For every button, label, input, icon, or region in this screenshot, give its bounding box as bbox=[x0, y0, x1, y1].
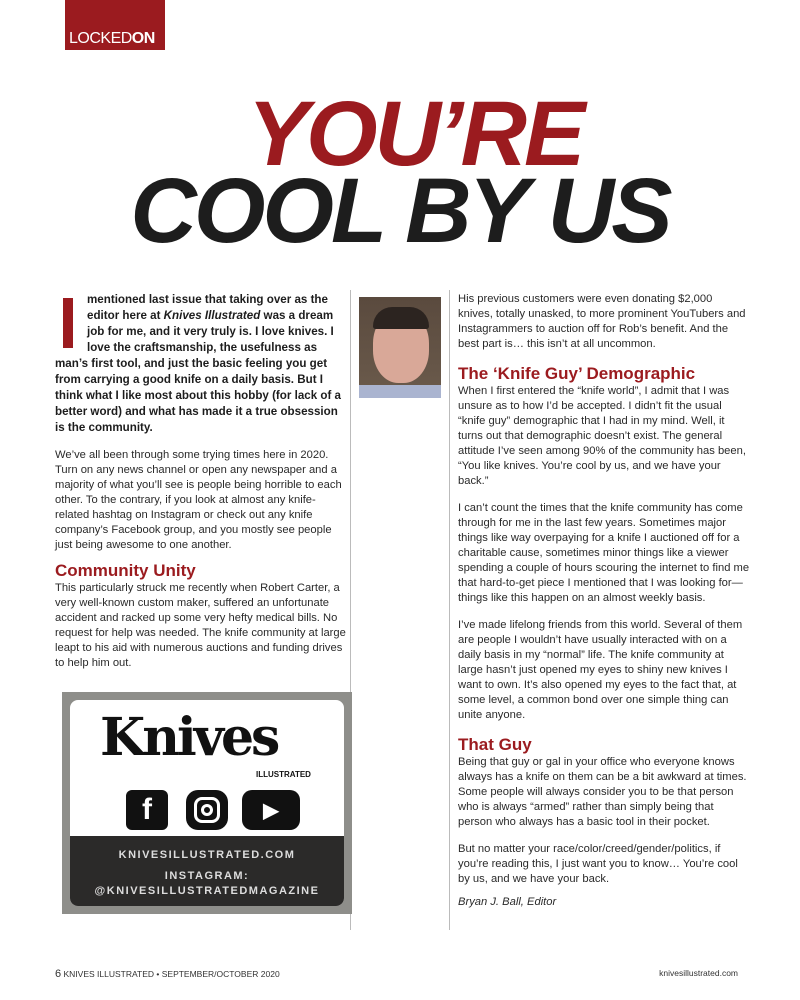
headline-line2: COOL BY US bbox=[130, 160, 670, 262]
paragraph: Being that guy or gal in your office who everyone knows always has a knife on them can be a bit awkward at times. Some people will always consider you to be that person who is always “armed” rather than simply being that person who always has a basic tool in their pocket. bbox=[458, 756, 747, 828]
paragraph: I can’t count the times that the knife community has come through for me in the last few years. Sometimes major things like way overpaying for a knife I auctioned off for a charitable cause, sometimes minor things like a viewer spending a couple of hours scouring the internet to find me that hard-to-get piece I mentioned that I was looking for—things like this happen on an almost weekly basis. bbox=[458, 502, 750, 604]
lead-text-2: was a dream job for me, and it very truly is. I love knives. I love the craftsmanship, the usefulness as man’s first tool, and just the basic feeling you get from carrying a good knife on a daily basis. But I think what I like most about this hobby (for lack of a better word) and what has made it a true obsession is the community. bbox=[55, 309, 342, 434]
drop-cap bbox=[63, 298, 73, 348]
ad-instagram-handle[interactable]: @KNIVESILLUSTRATEDMAGAZINE bbox=[94, 885, 320, 897]
section-label-light: LOCKED bbox=[69, 30, 132, 47]
subheading-community-unity: Community Unity bbox=[55, 561, 196, 580]
instagram-icon[interactable] bbox=[186, 790, 228, 830]
left-column bbox=[55, 292, 347, 683]
section-label-bold: ON bbox=[131, 30, 155, 47]
paragraph: When I first entered the “knife world”, I admit that I was unsure as to how I’d be accepted. I didn’t fit the usual “knife guy” demographic that I had in my mind. Well, it turns out that demographic doesn’t exist. The general attitude I’ve seen among 90% of the community has been, “You like knives. You’re cool by us, and we have your back.” bbox=[458, 385, 746, 487]
paragraph: I’ve made lifelong friends from this world. Several of them are people I wouldn’t have usually interacted with on a daily basis in my “normal” life. The knife community at large hasn’t just opened my eyes to shiny new knives I want to own. It’s also opened my eyes to the fact that, at some level, a common bond over one simple thing can unite anyone. bbox=[458, 619, 743, 721]
footer-left bbox=[55, 968, 280, 980]
signature: Bryan J. Ball, Editor bbox=[458, 896, 557, 908]
ad-footer bbox=[70, 836, 344, 906]
subheading-knife-guy-demographic: The ‘Knife Guy’ Demographic bbox=[458, 364, 696, 383]
page-number: 6 bbox=[55, 968, 62, 980]
knives-illustrated-logo: Knives bbox=[100, 707, 278, 768]
headline-line1: YOU’RE bbox=[247, 83, 583, 185]
lead-emphasis: Knives Illustrated bbox=[163, 309, 261, 322]
paragraph: But no matter your race/color/creed/gender/politics, if you’re reading this, I just want you to know… You’re cool by us, and we have your back. bbox=[458, 843, 738, 885]
paragraph: His previous customers were even donating $2,000 knives, totally unasked, to more prominent YouTubers and Instagrammers to auction off for Rob’s benefit. And the best part is… this isn’t at all uncommon. bbox=[458, 293, 746, 350]
ad-website[interactable]: KNIVESILLUSTRATED.COM bbox=[118, 849, 296, 861]
lead-text: mentioned last issue that taking over as the editor here at bbox=[87, 293, 328, 322]
logo-subtitle: ILLUSTRATED bbox=[256, 770, 311, 779]
paragraph: This particularly struck me recently when Robert Carter, a very well-known custom maker, suffered an unfortunate accident and racked up some very hefty medical bills. No request for help was needed. The knife community at large leapt to his aid with numerous auctions and funding drives to help him out. bbox=[55, 582, 346, 669]
subheading-that-guy: That Guy bbox=[458, 735, 532, 754]
right-column bbox=[458, 292, 750, 922]
ad-instagram-label: INSTAGRAM: bbox=[164, 870, 250, 882]
footer-publication: KNIVES ILLUSTRATED • SEPTEMBER/OCTOBER 2020 bbox=[63, 969, 280, 979]
youtube-icon[interactable]: ▶ bbox=[242, 790, 300, 830]
facebook-icon[interactable]: f bbox=[126, 790, 168, 830]
lead-paragraph bbox=[55, 292, 347, 436]
advertisement bbox=[62, 692, 352, 914]
footer-website: knivesillustrated.com bbox=[659, 968, 738, 978]
section-label bbox=[65, 0, 165, 50]
column-divider bbox=[449, 290, 450, 930]
paragraph: We’ve all been through some trying times here in 2020. Turn on any news channel or open any newspaper and a majority of what you’ll see is people being horrible to each other. To the contrary, if you look at almost any knife-related hashtag on Instagram or check out any knife company’s Facebook group, and you mostly see people just being awesome to one another. bbox=[55, 449, 342, 551]
editor-photo bbox=[359, 297, 441, 398]
